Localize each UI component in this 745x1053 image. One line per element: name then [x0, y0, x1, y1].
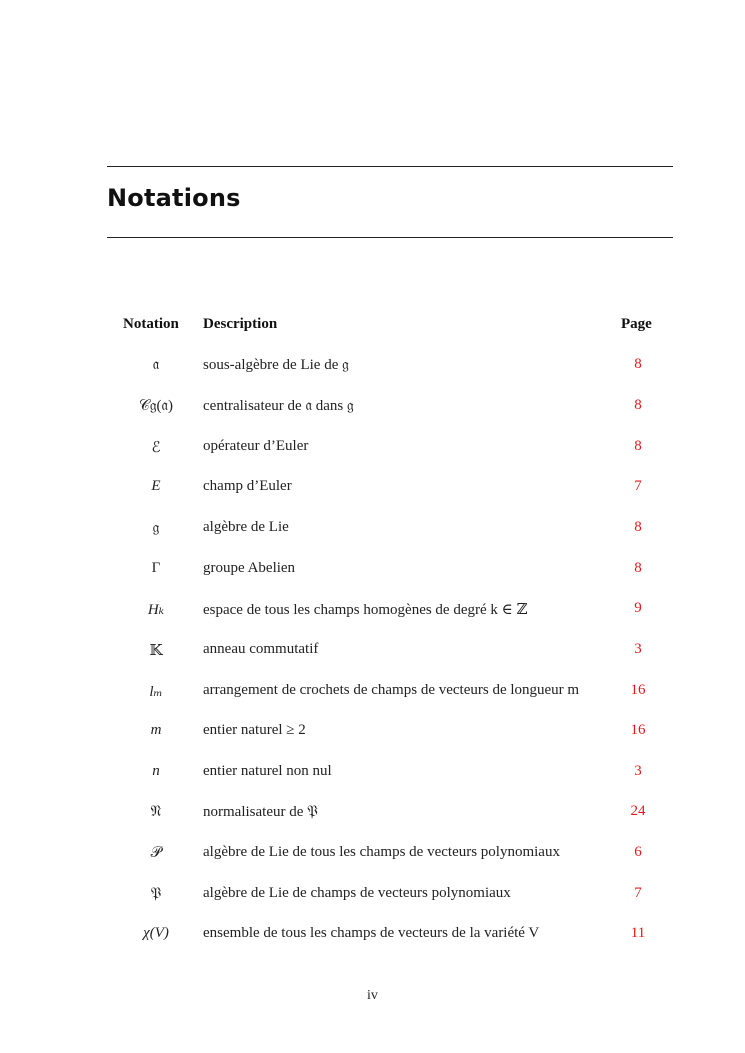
page-link[interactable]: 24 — [630, 803, 646, 819]
table-row — [0, 925, 745, 947]
table-row — [0, 641, 745, 663]
notation-symbol: lₘ — [149, 684, 163, 700]
notation-description: sous-algèbre de Lie de 𝔤 — [203, 357, 349, 373]
page-number: iv — [367, 988, 378, 1003]
notation-description: espace de tous les champs homogènes de degré k ∈ ℤ — [203, 602, 528, 618]
page-link[interactable]: 3 — [634, 641, 642, 657]
bottom-rule — [107, 237, 673, 238]
notation-symbol: 𝔞 — [152, 357, 160, 373]
notation-description: normalisateur de 𝔓 — [203, 804, 318, 820]
top-rule — [107, 166, 673, 167]
notation-description: entier naturel non nul — [203, 763, 332, 779]
notation-description: arrangement de crochets de champs de vecteurs de longueur m — [203, 682, 580, 698]
table-row — [0, 600, 745, 622]
header-description: Description — [203, 316, 278, 332]
table-row — [0, 885, 745, 907]
notation-description: ensemble de tous les champs de vecteurs de la variété V — [203, 925, 540, 941]
notation-description: opérateur d’Euler — [203, 438, 309, 454]
page-link[interactable]: 8 — [634, 519, 642, 535]
notation-description: algèbre de Lie — [203, 519, 289, 535]
page-link[interactable]: 8 — [634, 356, 642, 372]
notation-symbol: 𝔓 — [150, 886, 162, 902]
page-link[interactable]: 8 — [634, 438, 642, 454]
table-row — [0, 438, 745, 460]
page-title: Notations — [107, 184, 241, 212]
notation-symbol: n — [152, 763, 160, 779]
page-link[interactable]: 6 — [634, 844, 642, 860]
notation-symbol: 𝔤 — [152, 520, 160, 536]
table-row — [0, 803, 745, 825]
notation-symbol: 𝒫 — [150, 845, 162, 861]
notation-description: centralisateur de 𝔞 dans 𝔤 — [203, 398, 354, 414]
table-row — [0, 560, 745, 582]
notation-description: algèbre de Lie de champs de vecteurs polynomiaux — [203, 885, 511, 901]
notation-symbol: χ(V) — [143, 925, 169, 941]
table-row — [0, 356, 745, 378]
page-link[interactable]: 7 — [634, 478, 642, 494]
table-row — [0, 478, 745, 500]
page-link[interactable]: 8 — [634, 397, 642, 413]
table-row — [0, 844, 745, 866]
notation-description: champ d’Euler — [203, 478, 292, 494]
page-link[interactable]: 16 — [630, 682, 646, 698]
notation-symbol: 𝒞𝔤(𝔞) — [138, 398, 174, 414]
notation-symbol: 𝕂 — [149, 643, 163, 659]
table-row — [0, 722, 745, 744]
header-notation: Notation — [123, 316, 179, 332]
notation-symbol: E — [151, 478, 161, 494]
notation-symbol: 𝔑 — [150, 804, 162, 820]
page-link[interactable]: 11 — [630, 925, 646, 941]
notation-symbol: m — [150, 722, 162, 738]
page-link[interactable]: 7 — [634, 885, 642, 901]
table-row — [0, 763, 745, 785]
notation-symbol: Hₖ — [147, 602, 165, 618]
notation-description: groupe Abelien — [203, 560, 296, 576]
page-link[interactable]: 3 — [634, 763, 642, 779]
notation-symbol: ℰ — [151, 440, 161, 456]
notation-description: algèbre de Lie de tous les champs de vecteurs polynomiaux — [203, 844, 560, 860]
page-link[interactable]: 8 — [634, 560, 642, 576]
page-link[interactable]: 16 — [630, 722, 646, 738]
table-row — [0, 682, 745, 704]
notation-symbol: Γ — [151, 560, 161, 576]
page-link[interactable]: 9 — [634, 600, 642, 616]
notation-description: entier naturel ≥ 2 — [203, 722, 306, 738]
notation-description: anneau commutatif — [203, 641, 319, 657]
table-row — [0, 519, 745, 541]
table-row — [0, 397, 745, 419]
header-page: Page — [621, 316, 652, 332]
